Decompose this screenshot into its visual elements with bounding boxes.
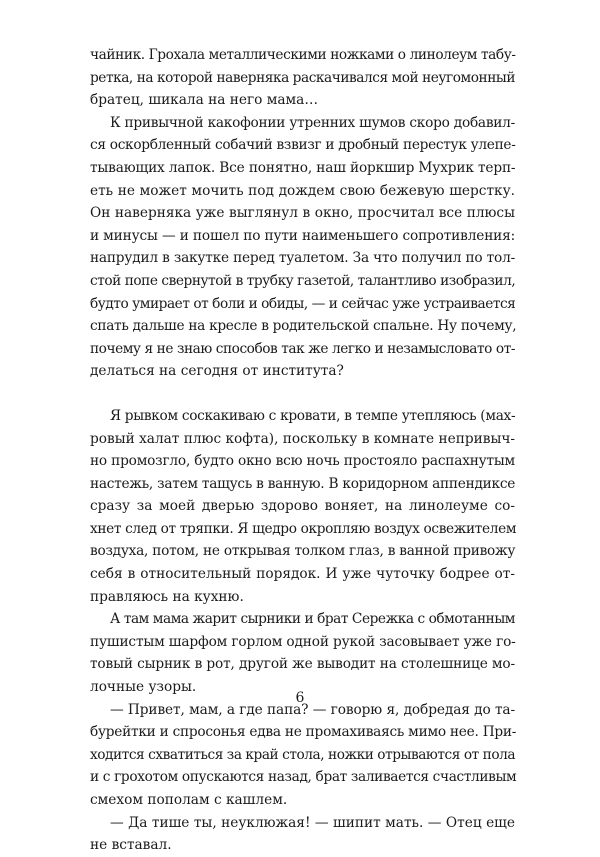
text-line: чайник. Грохала металлическими ножками о линолеум табу- [90, 47, 516, 63]
text-line: стой попе свернутой в трубку газетой, талантливо изобразил, [90, 272, 516, 289]
text-line: спать дальше на кресле в родительской спальне. Ну почему, [90, 318, 517, 335]
text-line: смехом пополам с кашлем. [90, 792, 288, 808]
section-break [90, 383, 515, 405]
paragraph [90, 112, 515, 383]
text-line: Я рывком соскакиваю с кровати, в темпе утепляюсь (мах- [110, 407, 516, 424]
text-line: но промозгло, будто окно всю ночь простояло распахнутым [90, 453, 515, 470]
paragraph [90, 608, 515, 698]
text-line: правляюсь на кухню. [90, 588, 244, 605]
paragraph [90, 405, 515, 608]
text-line: и с грохотом опускаются назад, брат заливается счастливым [90, 769, 517, 786]
paragraph [90, 699, 515, 812]
text-line: ровый халат плюс кофта), поскольку в комнате непривыч- [90, 430, 516, 447]
text-line: лочные узоры. [90, 679, 197, 696]
paragraph [90, 812, 515, 857]
text-line: — Да тише ты, неуклюжая! — шипит мать. — Отец еще [110, 814, 515, 831]
text-line: не вставал. [90, 837, 172, 854]
text-line: братец, шикала на него мама… [90, 92, 319, 109]
text-line: тывающих лапок. Все понятно, наш йоркшир Мухрик терп- [90, 159, 516, 176]
text-line: ретка, на которой наверняка раскачивался мой неугомонный [90, 69, 515, 86]
page-text [90, 44, 515, 857]
text-line: Он наверняка уже выглянул в окно, просчитал все плюсы [90, 205, 515, 222]
text-line: товый сырник в рот, другой же выводит на столешнице мо- [90, 656, 515, 673]
paragraph [90, 44, 515, 112]
text-line: — Привет, мам, а где папа? — говорю я, добредая до та- [110, 701, 515, 718]
text-line: хнет след от тряпки. Я щедро окропляю воздух освежителем [90, 520, 517, 537]
text-line: бурейтки и спросонья едва не промахиваясь мимо нее. При- [90, 724, 517, 741]
text-line: напрудил в закутке перед туалетом. За что получил по тол- [90, 250, 515, 267]
text-line: и минусы — и пошел по пути наименьшего сопротивления: [90, 227, 516, 244]
text-line: ходится схватиться за край стола, ножки отрываются от пола [90, 746, 516, 763]
text-line: сразу за моей дверью здорово воняет, на линолеуме со- [90, 498, 515, 515]
text-line: ся оскорбленный собачий взвизг и дробный перестук улепе- [90, 137, 516, 154]
text-line: будто умирает от боли и обиды, — и сейчас уже устраивается [90, 295, 516, 312]
text-line: себя в относительный порядок. И уже чуточку бодрее от- [90, 566, 515, 583]
text-line: воздуха, потом, не открывая толком глаз, в ванной привожу [90, 543, 516, 560]
text-line: делаться на сегодня от института? [90, 363, 344, 380]
text-line: А там мама жарит сырники и брат Сережка с обмотанным [110, 611, 515, 628]
text-line: еть не может мочить под дождем свою бежевую шерстку. [90, 182, 515, 199]
page-number: 6 [295, 690, 305, 706]
text-line: пушистым шарфом горлом одной рукой засовывает уже го- [90, 633, 516, 650]
text-line: К привычной какофонии утренних шумов скоро добавил- [110, 114, 515, 131]
text-line: настежь, затем тащусь в ванную. В коридорном аппендиксе [90, 475, 516, 492]
text-line: почему я не знаю способов так же легко и незамысловато от- [90, 340, 515, 357]
